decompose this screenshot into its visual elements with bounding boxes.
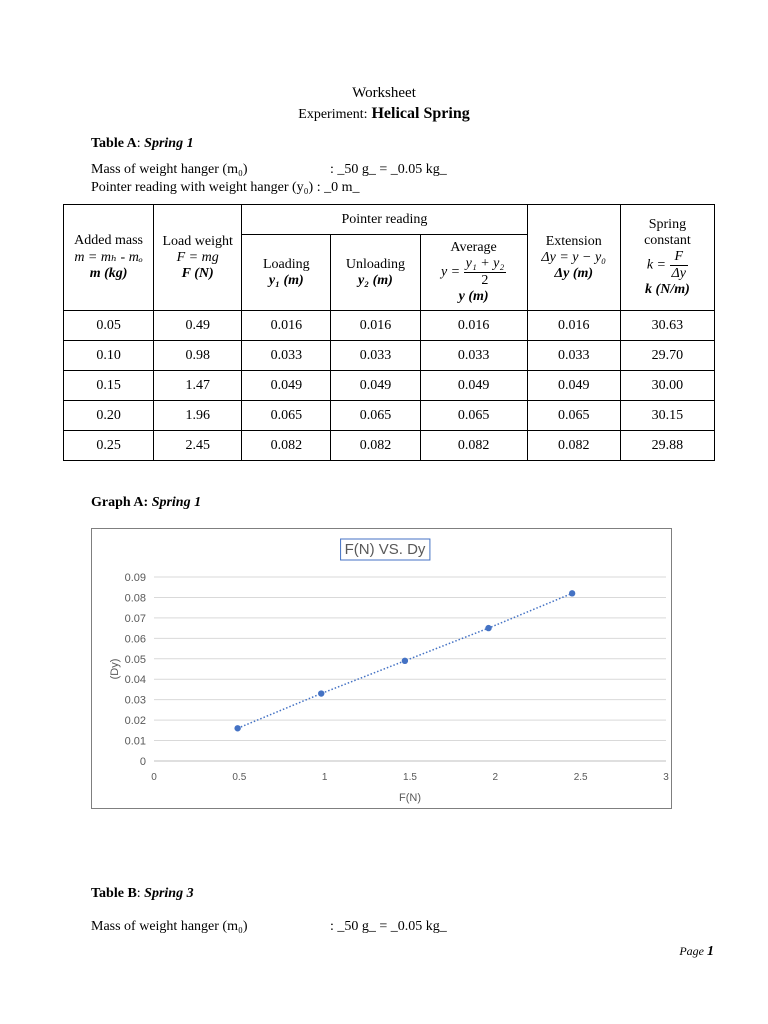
x-tick-label: 2 — [492, 772, 499, 783]
table-cell: 0.20 — [64, 401, 154, 431]
data-point — [569, 590, 575, 596]
col-header-spring-constant: Spring constant k = $\frac{F}{\Delta y}$ k (N/m) — [620, 205, 714, 311]
table-cell: 0.065 — [420, 401, 527, 431]
x-tick-label: 3 — [663, 772, 669, 783]
table-cell: 30.63 — [620, 311, 714, 341]
page-label: Page — [679, 944, 704, 958]
table-cell: 0.065 — [331, 401, 420, 431]
data-point — [318, 690, 324, 696]
table-cell: 0.033 — [331, 341, 420, 371]
y-tick-label: 0 — [139, 756, 146, 768]
table-cell: 0.082 — [242, 431, 331, 461]
worksheet-title: Worksheet — [352, 85, 416, 101]
table-cell: 1.96 — [154, 401, 242, 431]
table-b-label: Table B — [91, 886, 137, 901]
page-number: 1 — [707, 944, 714, 959]
table-cell: 0.065 — [527, 401, 620, 431]
table-a-heading: Table A: Spring 1 — [91, 136, 194, 151]
table-cell: 0.082 — [331, 431, 420, 461]
pointer-reading-line — [91, 180, 360, 196]
y-tick-label: 0.09 — [124, 572, 146, 584]
y-tick-label: 0.05 — [124, 653, 146, 666]
experiment-name: Helical Spring — [371, 105, 470, 122]
col-header-load-weight: Load weight F = mg F (N) — [154, 205, 242, 311]
mass-hanger-label-b: Mass of weight hanger (m₀) — [91, 919, 248, 934]
y-tick-label: 0.04 — [124, 674, 146, 687]
table-a-label: Table A — [91, 136, 137, 151]
spring-fraction: $\frac{F}{\Delta y}$ — [671, 249, 686, 281]
page-footer — [679, 944, 714, 960]
table-cell: 0.016 — [527, 311, 620, 341]
table-cell: 0.049 — [420, 371, 527, 401]
graph-a-heading — [91, 495, 201, 511]
y-tick-label: 0.03 — [124, 694, 146, 707]
table-cell: 0.016 — [420, 311, 527, 341]
table-cell: 30.15 — [620, 401, 714, 431]
table-cell: 0.25 — [64, 431, 154, 461]
mass-hanger-label-a: Mass of weight hanger (m₀) — [91, 162, 248, 177]
table-cell: 2.45 — [154, 431, 242, 461]
chart-frame — [91, 528, 672, 809]
table-b-heading: Table B: Spring 3 — [91, 886, 194, 901]
table-cell: 0.065 — [242, 401, 331, 431]
table-cell: 0.98 — [154, 341, 242, 371]
table-cell: 0.033 — [420, 341, 527, 371]
mass-hanger-value-a: : _50 g_ = _0.05 kg_ — [330, 162, 447, 177]
x-tick-label: 1 — [321, 772, 328, 783]
table-cell: 0.016 — [242, 311, 331, 341]
table-cell: 0.049 — [331, 371, 420, 401]
table-a — [63, 204, 715, 461]
experiment-line — [0, 105, 768, 123]
chart-title: F(N) VS. Dy — [344, 541, 426, 558]
col-header-unloading: Unloading y₂ (m) — [331, 235, 420, 311]
table-cell: 0.082 — [527, 431, 620, 461]
table-cell: 29.70 — [620, 341, 714, 371]
data-point — [234, 725, 240, 731]
table-cell: 0.033 — [527, 341, 620, 371]
table-row — [64, 311, 715, 341]
x-axis-label: F(N) — [399, 792, 421, 804]
table-row — [64, 401, 715, 431]
y-axis-label: (Dy) — [109, 658, 121, 680]
y-tick-label: 0.02 — [124, 715, 146, 728]
y-tick-label: 0.06 — [124, 633, 146, 646]
x-tick-label: 1.5 — [403, 772, 417, 783]
graph-a-label: Graph A: — [91, 495, 149, 510]
table-row — [64, 371, 715, 401]
table-a-name: Spring 1 — [144, 136, 194, 151]
x-tick-label: 0.5 — [232, 772, 247, 783]
table-cell: 0.15 — [64, 371, 154, 401]
data-point — [402, 658, 408, 664]
pointer-reading-value: _0 m_ — [324, 180, 360, 195]
col-header-added-mass: Added mass m = mₕ - mₒ m (kg) — [64, 205, 154, 311]
col-header-loading: Loading y₁ (m) — [242, 235, 331, 311]
table-cell: 0.082 — [420, 431, 527, 461]
experiment-label: Experiment: — [298, 107, 368, 122]
graph-a-name: Spring 1 — [151, 495, 202, 510]
x-tick-label: 0 — [151, 772, 157, 783]
table-cell: 1.47 — [154, 371, 242, 401]
col-header-extension: Extension Δy = y − y₀ Δy (m) — [527, 205, 620, 311]
table-b-name: Spring 3 — [144, 886, 194, 901]
mass-hanger-value-b: : _50 g_ = _0.05 kg_ — [330, 919, 447, 934]
col-header-pointer-reading: Pointer reading — [242, 205, 527, 235]
data-point — [485, 625, 491, 631]
average-fraction: $\frac{\text{y₁ + y₂}}{2}$ — [465, 256, 505, 288]
pointer-reading-label: Pointer reading with weight hanger (y₀) : — [91, 180, 321, 195]
table-cell: 30.00 — [620, 371, 714, 401]
table-cell: 0.10 — [64, 341, 154, 371]
table-cell: 0.016 — [331, 311, 420, 341]
table-cell: 0.049 — [242, 371, 331, 401]
table-cell: 0.05 — [64, 311, 154, 341]
table-cell: 29.88 — [620, 431, 714, 461]
table-cell: 0.033 — [242, 341, 331, 371]
y-tick-label: 0.08 — [124, 592, 146, 605]
y-tick-label: 0.01 — [124, 735, 146, 748]
table-row — [64, 431, 715, 461]
table-cell: 0.49 — [154, 311, 242, 341]
table-cell: 0.049 — [527, 371, 620, 401]
table-row — [64, 341, 715, 371]
x-tick-label: 2.5 — [573, 772, 588, 783]
scatter-chart — [92, 529, 673, 810]
y-tick-label: 0.07 — [124, 612, 146, 625]
col-header-average: Average y = $\frac{\text{y₁ + y₂}}{2}$ y (m) — [420, 235, 527, 311]
